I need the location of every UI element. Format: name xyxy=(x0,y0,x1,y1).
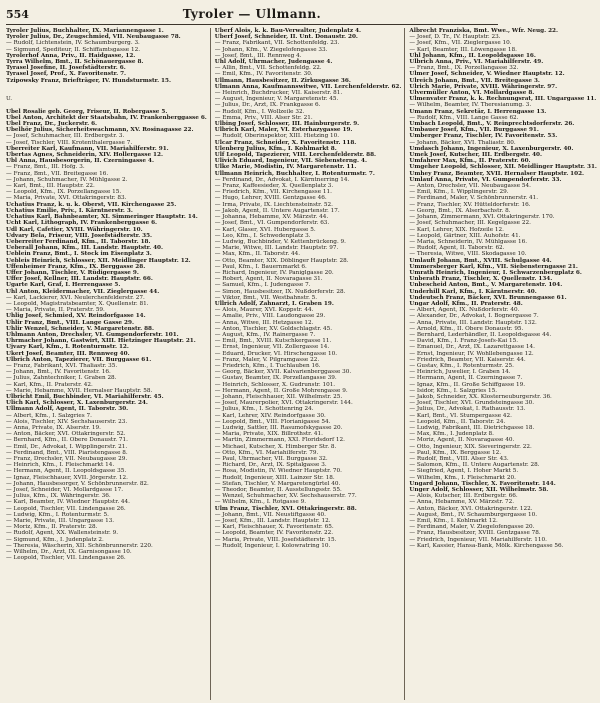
directory-entry: — Hermann, Agent, II. Große Mohrengasse 9. xyxy=(214,387,348,394)
directory-entry: — Johann, Hausbesorger, V. Schönbrunnerstr. 82. xyxy=(6,480,149,487)
directory-entry: — Franz, Bmt., III. Hofg. 3. xyxy=(6,164,85,171)
directory-entry: Ulbrich Anton, Tapezierer, VII. Burggasse 61. xyxy=(6,356,152,363)
directory-entry: — Otto, Kfm., VI. Mariahilferstr. 79. xyxy=(214,449,319,456)
directory-entry: — Ferdinand, Maler, V. Ziegelofengasse 20. xyxy=(409,524,535,531)
directory-entry: — Karl, Beamter, III. Löwengasse 18. xyxy=(409,46,517,53)
directory-entry: Udvary Bela, Friseur, VIII. Josefstädterstr. 35. xyxy=(6,232,153,239)
directory-entry: — Emma, Priv., VIII. Alser Str. 21. xyxy=(214,114,313,121)
directory-entry: Ummersberger Karl, Kfm., VII. Siebensterngasse 21. xyxy=(409,263,578,270)
directory-entry: — Alois, Tischler, XIV. Sechshauserstr. 23. xyxy=(6,418,128,425)
directory-entry: Umrath Heinrich, Ingenieur, I. Schwarzenbergplatz 6. xyxy=(409,269,582,276)
directory-entry: Ungar Adolf, Kfm., II. Praterstr. 48. xyxy=(409,300,523,307)
directory-entry: — Gustav, Beamter, IX. Porzellangasse 39. xyxy=(214,375,337,382)
directory-entry: Ullmann Adolf, Agent, II. Taborstr. 30. xyxy=(6,406,129,413)
directory-entry: — Maria, Private, II. Praterstr. 59. xyxy=(6,307,105,314)
directory-entry: — Julius, Dr., Advokat, I. Rathausstr. 13. xyxy=(409,406,526,413)
directory-entry: — Marie, Hebamme, XVII. Hernalser Hauptstr. 58. xyxy=(6,387,153,394)
directory-entry: — Martin, Zimmermann, XXI. Floridsdorf 12. xyxy=(214,437,345,444)
directory-entry: — Julius, Kfm., I. Schottenring 24. xyxy=(214,406,314,413)
directory-entry: — Friedrich, Beamter, VII. Kaiserstr. 44. xyxy=(409,356,526,363)
directory-entry: — Moriz, Agent, II. Novaragasse 40. xyxy=(409,437,515,444)
directory-entry: — Karl, Bmt., VI. Stumpergasse 42. xyxy=(409,412,512,419)
directory-entry: — Julius, Zahntechniker, I. Graben 28. xyxy=(6,375,117,382)
directory-entry: — Friedrich, Kfm., I. Tuchlauben 16. xyxy=(214,362,321,369)
directory-entry: — Wenzel, Schuhmacher, XV. Sechshauserstr. 77. xyxy=(214,493,357,500)
directory-entry: Udl Karl, Cafetier, XVIII. Währingerstr. 10. xyxy=(6,226,143,233)
directory-entry: Ujvary Karl, Kfm., I. Rotenturmstr. 12. xyxy=(6,344,129,351)
directory-entry: — August, Kfm., IV. Rainergasse 7. xyxy=(214,331,316,338)
directory-entry: — Rudolf, Ingenieur, I. Kolowratring 10. xyxy=(214,542,331,549)
page-number: 554 xyxy=(6,7,29,21)
directory-entry: — Johann, Bmt., VII. Neustiftgasse 40. xyxy=(214,511,326,518)
directory-entry: — Karl, Fleischhauer, X. Favoritenstr. 65. xyxy=(214,524,334,531)
directory-entry: — Anton, Bäcker, XVI. Ottakringerstr. 52. xyxy=(6,431,126,438)
directory-entry: — Viktor, Bmt., VII. Westbahnstr. 5. xyxy=(214,294,318,301)
directory-entry: — Wilhelm, Kfm., I. Fleischmarkt 20. xyxy=(409,474,516,481)
directory-entry: — Heinrich, Schlosser, X. Gudrunstr. 101. xyxy=(214,381,336,388)
directory-entry: Ulreich Johann, Bmt., VII. Breitegasse 3. xyxy=(409,77,540,84)
directory-entry: — Franz, Bmt., VII. Breitegasse 16. xyxy=(6,170,109,177)
directory-entry: — Josef, Bmt., III. Rennweg 4. xyxy=(214,52,302,59)
directory-entry: — Leopold, Kfm., IX. Porzellangasse 15. xyxy=(6,189,122,196)
directory-entry: Undeutsch Franz, Bäcker, XVI. Brunnengasse 61. xyxy=(409,294,567,301)
directory-entry: Unbescheid Anton, Bmt., V. Margaretenstr. 104. xyxy=(409,282,563,289)
directory-entry: Ubertas Agnes, Schneiderin, XIV. Hollergasse 12. xyxy=(6,152,163,159)
directory-entry: Uhl Adolf, Uhrmacher, Judengasse 4. xyxy=(214,59,333,66)
directory-entry: — Michael, Kutscher, X. Himberger Str. 8. xyxy=(214,443,337,450)
directory-entry: — Johann, Fleischhauer, XII. Wilhelmstr. 25. xyxy=(214,393,343,400)
directory-entry: — Karl, Lehrer, XIV. Reindorfgasse 30. xyxy=(214,412,326,419)
directory-entry: Ulbrich Anna, Priv., VI. Mariahilferstr. 49. xyxy=(409,59,544,66)
directory-entry: — Alexander, Dr., Advokat, I. Bognergasse 7. xyxy=(409,313,539,320)
directory-entry: Uffer Josef, Kellner, III. Landstr. Hauptstr. 66. xyxy=(6,276,153,283)
directory-entry: — Rudolf, Agent, XX. Wallensteinstr. 9. xyxy=(6,530,119,537)
directory-entry: — Jakob, Schneider, XX. Klosterneuburgerstr. 36. xyxy=(409,393,552,400)
directory-entry: — Anna, Private, III. Landstr. Hauptstr. 132. xyxy=(409,319,537,326)
directory-entry: Umek Josef, Kutscher, III. Erdbergstr. 40. xyxy=(409,152,542,159)
directory-entry: — Franz, Tischler, XV. Hütteldorferstr. 16. xyxy=(409,201,531,208)
directory-entry: Uberf Alois, k. k. Bau-Verwalter, Judenplatz 4. xyxy=(214,28,362,34)
directory-entry: — Johann, Bmt., IV. Favoritenstr. 16. xyxy=(6,369,111,376)
directory-entry: Ulmer Josef, Schneider, V. Wiedner Hauptstr. 12. xyxy=(409,71,565,78)
directory-entry: — Johann, Kfm., V. Ziegelofengasse 33. xyxy=(214,46,328,53)
directory-entry: — Emil, Bmt., XVIII. Kutschkergasse 11. xyxy=(214,338,332,345)
directory-entry: Ubl Anna, Hausbesorgerin, II. Czerningasse 4. xyxy=(6,158,154,165)
directory-entry: Uchatius Emilie, Priv., I. Kärntnerstr. 3. xyxy=(6,207,133,214)
directory-entry: Umbauer Josef, Kfm., VII. Burggasse 91. xyxy=(409,127,539,134)
directory-entry: — David, Kfm., I. Franz-Josefs-Kai 15. xyxy=(409,338,519,345)
directory-entry: — Rosa, Modistin, IV. Wiedner Hauptstr. 70. xyxy=(214,468,342,475)
directory-entry: — Ignaz, Fleischhauer, XVII. Jörgerstr. 12. xyxy=(6,474,128,481)
directory-entry: Ubel Anton, Architekt der Staatsbahn, IV. Frankenberggasse 6. xyxy=(6,114,207,121)
directory-entry: Uhrmacher Johann, Gastwirt, XIII. Hietzinger Hauptstr. 21. xyxy=(6,338,196,345)
directory-entry: — Robert, Agent, II. Novaragasse 31. xyxy=(214,276,323,283)
directory-entry: — Georg, Bmt., IX. Alserbachstr. 8. xyxy=(409,207,511,214)
directory-entry: — Anton, Tischler, XV. Goldschlagstr. 45. xyxy=(214,325,333,332)
directory-entry: — Ignaz, Kfm., II. Große Schiffgasse 19. xyxy=(409,381,526,388)
directory-entry: Ulbing Josef, Schlosser, III. Hainburgerstr. 9. xyxy=(214,121,360,128)
directory-entry: — Karl, Bmt., III. Hauptstr. 22. xyxy=(6,183,95,190)
directory-entry: Ulke Marie, Modistin, IV. Margaretenstr. 11. xyxy=(214,164,357,171)
directory-entry: — Rudolf, Bmt., VIII. Alser Str. 43. xyxy=(409,456,509,463)
directory-entry: Ulvermüller Anton, VI. Mollardgasse 8. xyxy=(409,90,535,97)
directory-entry: Uhlir Wenzel, Schneider, V. Margaretenstr. 88. xyxy=(6,325,154,332)
directory-entry: — Johann, Bäcker, XVI. Thaliastr. 80. xyxy=(409,139,516,146)
directory-entry: — Friedrich, Kfm., VII. Kirchengasse 11. xyxy=(214,189,332,196)
directory-entry: — Hugo, Lehrer, XVIII. Gentzgasse 46. xyxy=(214,195,327,202)
directory-entry: — Johann, Zimmermann, XVI. Ottakringerstr. 170. xyxy=(409,214,555,221)
directory-entry: Ukert Josef, Beamter, III. Rennweg 40. xyxy=(6,350,130,357)
directory-entry: Ucht Karl, Lithograph, IV. Frankenberggasse 6. xyxy=(6,220,158,227)
directory-entry: — Karl, Kfm., II. Praterstr. 42. xyxy=(6,381,93,388)
directory-entry: Ulf Leopold, Tapezierer, VIII. Lerchenfelderstr. 88. xyxy=(214,152,377,159)
directory-entry: — Bernhard, Kfm., II. Obere Donaustr. 71. xyxy=(6,437,128,444)
directory-entry: — Franz, Kaffeesieder, X. Quellenplatz 3. xyxy=(214,183,334,190)
directory-entry: — Stefan, Tischler, V. Margaretengürtel 40. xyxy=(214,480,341,487)
directory-entry: — Ernst, Ingenieur, VII. Zollergasse 14. xyxy=(214,344,330,351)
directory-entry: — Julius, Kfm., IX. Währingerstr. 36. xyxy=(6,493,111,500)
directory-entry: — Emanuel, Dr., Arzt, IX. Lazarettgasse 14. xyxy=(409,344,535,351)
directory-entry: — Moriz, Kfm., II. Praterstr. 28. xyxy=(6,524,98,531)
directory-entry: — Maria, Schneiderin, IV. Mühlgasse 16. xyxy=(409,238,528,245)
directory-entry: Ullrich Adolf, Zahnarzt, I. Graben 19. xyxy=(214,300,334,307)
directory-entry: — Georg, Bäcker, XVII. Kalvarienberggasse 30. xyxy=(214,369,352,376)
directory-entry: — Theresia, Witwe, VIII. Skodagasse 10. xyxy=(409,251,527,258)
directory-entry: — Franz, Bmt., IX. Porzellangasse 32. xyxy=(409,65,519,72)
directory-entry: Unberath Franz, Tischler, X. Quellenstr. 134. xyxy=(409,276,553,283)
directory-entry: Ubel Rosalie geb. Georg, Friseur, II. Robergasse 5. xyxy=(6,108,168,115)
directory-entry: Ulivich Eduard, Ingenieur, VII. Siebensterng. 4. xyxy=(214,158,367,165)
directory-entry: — Rudolf, Lichtenstein, IV. Schaumburgerg. 3. xyxy=(6,40,140,47)
directory-entry: Umgeher Leopold, Schlosser, XII. Meidlinger Hauptstr. 31. xyxy=(409,164,597,171)
directory-entry: Umann Franz, Sekretär, I. Herrengasse 13. xyxy=(409,108,547,115)
directory-entry: — Emil, Kfm., I. Kohlmarkt 12. xyxy=(409,518,498,525)
directory-entry: — Leopold, Kfm., II. Taborstr. 24. xyxy=(409,418,506,425)
directory-entry: Uberreiter Karl, Kaufmann, VII. Mariahilferstr. 91. xyxy=(6,145,169,152)
directory-entry: — Maria, Private, XIX. Billrothstr. 41. xyxy=(214,431,323,438)
directory-entry: Tyroler Julius, Dr., Zeugschmied, VII. Neubaugasse 78. xyxy=(6,34,181,41)
directory-entry: — Emil, Kfm., I. Wipplingerstr. 29. xyxy=(409,189,509,196)
directory-entry: Ulbricht Emil, Buchbinder, VI. Mariahilferstr. 45. xyxy=(6,393,164,400)
directory-entry: — Rudolf, Ingenieur, XIII. Lainzer Str. 18. xyxy=(214,474,335,481)
directory-entry: — Ludwig, Kfm., I. Rotenturmstr. 5. xyxy=(6,511,109,518)
directory-entry: — Ludwig, Buchbinder, V. Kettenbrückeng. 9. xyxy=(214,238,346,245)
directory-entry: — Emil, Dr., Advokat, I. Wipplingerstr. 21. xyxy=(6,443,128,450)
directory-entry: Ulmenvater Franz, k. k. Rechnungsrat, III. Ungargasse 11. xyxy=(409,96,597,103)
directory-entry: — Leopold, Tischler, VII. Lindengasse 26. xyxy=(6,555,126,562)
directory-entry: — Leopold, Magistratsbeamter, X. Quellenstr. 81. xyxy=(6,300,149,307)
directory-entry: — Leo, Kfm., I. Schwedenplatz 3. xyxy=(214,232,311,239)
directory-entry: — Josef, Maurerpolier, XVI. Ottakringerstr. 144. xyxy=(214,400,353,407)
directory-entry: — Maria, Private, XVI. Ottakringerstr. 83. xyxy=(6,195,127,202)
directory-entry: — Amalie, Priv., VIII. Laudongasse 29. xyxy=(214,313,326,320)
directory-entry: U. xyxy=(6,96,13,103)
directory-entry: — Anna, Private, IX. Alserstr. 19. xyxy=(6,425,101,431)
column-right xyxy=(409,28,600,700)
directory-entry: — Emil, Kfm., IV. Favoritenstr. 30. xyxy=(214,71,313,78)
directory-entry: Uhlir Franz, Bmt., VIII. Lange Gasse 29. xyxy=(6,319,134,326)
directory-entry: — Leopold, Beamter, IV. Favoritenstr. 22. xyxy=(214,530,334,537)
directory-entry: Uberf Josef, Schneider, II. Unt. Donaustr. 20. xyxy=(214,34,358,41)
directory-entry: Ugarte Karl, Graf, I. Herrengasse 5. xyxy=(6,282,121,289)
directory-entry: — Otto, Ingenieur, XIX. Sieveringerstr. 22. xyxy=(409,443,532,450)
directory-entry: — Josef, Schneider, VI. Mollardgasse 17. xyxy=(6,487,124,494)
directory-entry: — Rudolf, Oberinspektor, XIII. Hietzing 10. xyxy=(214,133,340,140)
directory-entry: — Franz, Drechsler, VII. Neubaugasse 29. xyxy=(6,456,128,463)
column-left xyxy=(6,28,211,700)
directory-entry: — Marie, Private, III. Ungargasse 13. xyxy=(6,518,115,525)
directory-entry: — Salomon, Kfm., II. Untere Augartenstr. 28. xyxy=(409,462,540,469)
directory-entry: — Samuel, Kfm., I. Judengasse 7. xyxy=(214,282,311,289)
directory-entry: — Heinrich, Juwelier, I. Graben 14. xyxy=(409,369,511,376)
directory-entry: Ulbrich Karl, Maler, VI. Esterhazygasse 19. xyxy=(214,127,353,134)
directory-entry: Ungard Johann, Tischler, X. Favoritenstr. 144. xyxy=(409,480,556,487)
directory-entry: — Ernst, Ingenieur, IV. Wohllebengasse 12. xyxy=(409,350,534,357)
directory-entry: — Rudolf, Kfm., I. Wollzeile 32. xyxy=(214,108,305,115)
directory-entry: Unger Adolf, Schlosser, XII. Wilhelmstr. 58. xyxy=(409,487,549,494)
directory-entry: Umlauft Johann, Bmt., XVIII. Schulgasse 44. xyxy=(409,257,552,264)
directory-entry: Uchatius Franz, k. u. k. Oberst, VII. Kirchengasse 25. xyxy=(6,201,177,208)
directory-entry: — Albert, Agent, IX. Nußdorferstr. 40. xyxy=(409,307,520,314)
directory-entry: — Ludwig, Fabrikant, III. Dietrichgasse 18. xyxy=(409,425,535,431)
directory-entry: — Leopold, Gärtner, XIII. Auhofstr. 41. xyxy=(409,232,521,239)
directory-entry: — Sigmund, Kfm., I. Judenplatz 2. xyxy=(6,536,104,543)
directory-entry: — Arnold, Kfm., II. Obere Donaustr. 95. xyxy=(409,325,524,332)
directory-entry: — Josef, Bmt., VI. Gumpendorferstr. 63. xyxy=(214,220,330,227)
directory-entry: Uffer Johann, Tischler, V. Rüdigergasse 9. xyxy=(6,269,139,276)
directory-entry: — Josef, Schuhmacher, III. Erdbergstr. 3. xyxy=(6,133,125,140)
directory-entry: — Eduard, Drucker, VI. Hirschengasse 10. xyxy=(214,350,338,357)
directory-entry: — Sigmund, Spediteur, II. Schiffamtsgasse 12. xyxy=(6,46,141,53)
directory-entry: — August, Ingenieur, V. Margaretenstr. 45. xyxy=(214,96,339,103)
directory-entry: Umdasch Johann, Ingenieur, X. Laxenburgerstr. 40. xyxy=(409,145,574,152)
entry-columns xyxy=(6,28,597,700)
directory-entry: Umlauf Anna, Private, VI. Gumpendorferstr. 33. xyxy=(409,176,562,183)
directory-entry: — Heinrich, Buchdrucker, VII. Kaiserstr. 81. xyxy=(214,90,343,97)
directory-entry: — Anton, Bäcker, XVI. Ottakringerstr. 122. xyxy=(409,505,533,512)
directory-entry: — Ludwig, Sattler, III. Rasumofskygasse 20. xyxy=(214,425,343,431)
directory-entry: Ulenberg Julius, Kfm., I. Kohlmarkt 8. xyxy=(214,145,337,152)
directory-entry: Umberger Franz, Tischler, IV. Favoritenstr. 53. xyxy=(409,133,558,140)
running-head: Tyroler — Ullmann. xyxy=(182,7,322,21)
directory-entry: Tzipowsky Franz, Briefträger, IV. Hundsturmstr. 15. xyxy=(6,77,171,84)
directory-entry: — Simon, Hausbesitzer, IX. Nußdorferstr. 28. xyxy=(214,288,346,295)
directory-entry: — Allin, Bmt., VII. Schottenfeldg. 22. xyxy=(214,65,322,72)
directory-entry: — Hermann, Agent, II. Czerningasse 7. xyxy=(409,375,523,382)
directory-entry: — Albert, Kfm., I. Salzgries 7. xyxy=(6,412,92,419)
directory-entry: — Karl, Glaser, XVI. Hubergasse 5. xyxy=(214,226,316,233)
directory-entry: — Wilhelm, Beamter, IV. Theresianumg. 3. xyxy=(409,102,532,109)
directory-entry: — Franz, Hausbesitzer, XVIII. Gentzgasse 78. xyxy=(409,530,541,537)
directory-entry: — Josef, Tischler, VIII. Krotenthalergasse 7. xyxy=(6,139,133,146)
directory-entry: — Karl, Lackierer, XVI. Neulerchenfelderstr. 27. xyxy=(6,294,145,301)
directory-entry: Uebleis Heinrich, Schlosser, XII. Meidlinger Hauptstr. 12. xyxy=(6,257,191,264)
directory-entry: — Paul, Kfm., IX. Berggasse 12. xyxy=(409,449,502,456)
directory-entry: — Marie, Witwe, III. Landstr. Hauptstr. 97. xyxy=(214,245,339,252)
directory-entry: — Karl, Lehrer, XIX. Hofzeile 12. xyxy=(409,226,504,233)
directory-entry: — Ferdinand, Dr., Advokat, I. Kärntnerring 14. xyxy=(214,176,350,183)
directory-entry: — Wilhelm, Kfm., I. Rotgasse 9. xyxy=(214,499,307,506)
directory-entry: Ubel Franz, Dr., Juckerstr. 6. xyxy=(6,121,98,128)
directory-entry: — Josef, Tischler, XVI. Grundsteingasse 30. xyxy=(409,400,535,407)
directory-entry: — Leopold, Bmt., VIII. Florianigasse 54. xyxy=(214,418,331,425)
directory-entry: Uchatius Karl, Bahnbeamter, XI. Simmeringer Hauptstr. 14. xyxy=(6,214,198,221)
directory-entry: — Karl, Kassier, Hansa-Bank, Mölk. Kirchengasse 56. xyxy=(409,542,564,549)
directory-entry: — Theodor, Beamter, II. Ausstellungsstr. 55. xyxy=(214,487,342,494)
directory-entry: — Anna, Witwe, III. Hetzgasse 12. xyxy=(214,319,314,326)
directory-entry: Ulich Karl, Schlosser, X. Laxenburgerstr. 24. xyxy=(6,400,148,407)
directory-entry: Tyrra Wilhelm, Bmt., II. Schönauergasse 8. xyxy=(6,59,144,66)
directory-entry: Ulm Franz, Tischler, XVI. Ottakringerstr. 88. xyxy=(214,505,357,512)
directory-entry: Umhey Franz, Beamter, XVII. Hernalser Hauptstr. 102. xyxy=(409,170,585,177)
directory-entry: Uhl Johann, Kfm., II. Leopoldsgasse 16. xyxy=(409,52,536,59)
directory-entry: Uffenheimer Franz, Kfm., IX. Berggasse 28. xyxy=(6,263,146,270)
directory-entry: Ueblein Franz, Bmt., I. Stock im Eisenplatz 3. xyxy=(6,251,152,258)
directory-entry: — Anton, Drechsler, VII. Neubaugasse 54. xyxy=(409,183,531,190)
directory-entry: Underhill Karl, Kfm., I. Kärntnerstr. 40. xyxy=(409,288,537,295)
directory-entry: — Richard, Dr., Arzt, IX. Spitalgasse 3. xyxy=(214,462,327,469)
directory-entry: — Josef, Kfm., VII. Zieglergasse 10. xyxy=(409,40,512,47)
directory-entry: — Hermann, Agent, II. Leopoldsgasse 35. xyxy=(6,468,127,475)
directory-entry: — Josef, Schuhmacher, III. Kegelgasse 22. xyxy=(409,220,531,227)
directory-entry: — Julius, Dr., Arzt, IX. Frankgasse 6. xyxy=(214,102,321,109)
directory-entry: Ueberreiter Ferdinand, Kfm., II. Taborstr. 18. xyxy=(6,238,151,245)
directory-entry: — Franz, Maler, V. Pilgramgasse 22. xyxy=(214,356,320,363)
directory-entry: Uhlig Josef, Schmied, XV. Reindorfgasse 14. xyxy=(6,313,146,320)
directory-entry: Uhl Anton, Kleidermacher, VII. Zieglergasse 44. xyxy=(6,288,160,295)
directory-entry: — Alois, Maurer, XVI. Koppstr. 44. xyxy=(214,307,314,314)
directory-entry: — Richard, Ingenieur, IV. Paniglgasse 20. xyxy=(214,269,334,276)
directory-entry: — Paul, Uhrmacher, VII. Burggasse 32. xyxy=(214,456,328,463)
directory-entry: Ubelhör Julius, Sicherheitswachmann, XV. Rosinagasse 22. xyxy=(6,127,194,134)
directory-entry: Umbach Leopold, Bmt., V. Reinprechtsdorferstr. 26. xyxy=(409,121,575,128)
directory-entry: — Jakob, Agent, II. Untere Augartenstr. 17. xyxy=(214,207,340,214)
directory-entry: — Alois, Kutscher, III. Erdbergstr. 66. xyxy=(409,493,518,500)
directory-entry: — Franz, Fabrikant, VII. Schottenfeldg. 23. xyxy=(214,40,340,47)
directory-entry: Tyroler Julius, Buchhalter, IX. Mariannengasse 1. xyxy=(6,28,164,34)
directory-entry: Umfahrer Max, Kfm., II. Praterstr. 60. xyxy=(409,158,531,165)
directory-entry: Ullmann, Hausbesitzer, II. Zirkusgasse 36. xyxy=(214,77,351,84)
directory-entry: — Heinrich, Kfm., I. Fleischmarkt 14. xyxy=(6,462,115,469)
directory-entry: Ulcar Franz, Schneider, X. Favoritenstr. 118. xyxy=(214,139,357,146)
directory-entry: — Otto, Beamter, XIX. Döblinger Hauptstr. 28. xyxy=(214,257,349,264)
directory-entry: Ullmann Heinrich, Buchhalter, I. Rotenturmstr. 7. xyxy=(214,170,375,177)
directory-entry: — Theresia, Wäscherin, XII. Schönbrunnerstr. 220. xyxy=(6,542,153,549)
column-middle xyxy=(215,28,406,700)
directory-entry: — August, Bmt., IV. Schaumburgergasse 10. xyxy=(409,511,538,518)
directory-entry: Ulmann Anna, Kaufmannswitwe, VII. Lerchenfelderstr. 62. xyxy=(214,83,402,90)
directory-entry: — Wilhelm, Dr., Arzt, IX. Garnisongasse 10. xyxy=(6,549,132,556)
directory-entry: — Rudolf, Agent, II. Taborstr. 62. xyxy=(409,245,505,252)
directory-entry: Tyrasel Josef, Prof., X. Favoritenstr. 7. xyxy=(6,71,127,78)
directory-entry: — Max, Kfm., I. Judenplatz 8. xyxy=(409,431,494,438)
directory-entry: — Franz, Fabrikant, XVI. Thaliastr. 35. xyxy=(6,362,118,369)
directory-entry: Albrecht Franziska, Bmt. Wwe., Wfr. Neug. 22. xyxy=(409,28,558,34)
directory-entry: — Johann, Schuhmacher, IV. Mühlgasse 2. xyxy=(6,176,128,183)
directory-entry: — Ferdinand, Maler, V. Schönbrunnerstr. 41. xyxy=(409,195,539,202)
directory-entry: — Maria, Private, VIII. Josefstädterstr. 15. xyxy=(214,536,337,543)
directory-entry: — Bernhard, Lederhändler, II. Leopoldsgasse 44. xyxy=(409,331,552,338)
directory-entry: — Friedrich, Ingenieur, VII. Mariahilferstr. 110. xyxy=(409,536,547,543)
directory-entry: — Siegfried, Agent, I. Hoher Markt 5. xyxy=(409,468,519,475)
directory-entry: Ueberall Johann, Kfm., III. Landstr. Hauptstr. 40. xyxy=(6,245,163,252)
directory-entry: Tyrasel Josefine, II. Josefstädterstr. 6. xyxy=(6,65,126,72)
directory-entry: — Gustav, Kfm., I. Rotenturmstr. 25. xyxy=(409,362,514,369)
page-header xyxy=(6,4,498,25)
directory-entry: — Isidor, Kfm., I. Salzgries 15. xyxy=(409,387,498,394)
directory-entry: — Johanna, Hebamme, XV. Märzstr. 44. xyxy=(214,214,329,221)
directory-entry: — Irma, Private, IX. Liechtensteinstr. 52. xyxy=(214,201,333,208)
directory-entry: — Rudolf, Kfm., VIII. Lange Gasse 62. xyxy=(409,114,519,121)
directory-entry: — Karl, Beamter, IV. Wiedner Hauptstr. 44. xyxy=(6,499,130,506)
directory-entry: Uhlmann Anton, Drechsler, VI. Gumpendorferstr. 101. xyxy=(6,331,179,338)
directory-entry: — Leopold, Tischler, VII. Lindengasse 26. xyxy=(6,505,126,512)
directory-entry: — Josef, Kfm., III. Landstr. Hauptstr. 12. xyxy=(214,518,331,525)
directory-entry: — Max, Kfm., II. Taborstr. 44. xyxy=(214,251,301,258)
directory-entry: — Ferdinand, Bmt., VIII. Piaristengasse 8. xyxy=(6,449,128,456)
directory-entry: — Anna, Hebamme, XV. Märzstr. 72. xyxy=(409,499,515,506)
directory-entry: — Paul, Kfm., I. Bauernmarkt 6. xyxy=(214,263,307,270)
directory-entry: Tyrolerhof Anna, Priv., II. Haidgasse, 12. xyxy=(6,52,136,59)
directory-entry: — Josef, D. Tr., IV. Hauptstr. 23. xyxy=(409,34,501,41)
directory-entry: Ulrich Marie, Private, XVIII. Währingerstr. 97. xyxy=(409,83,558,90)
